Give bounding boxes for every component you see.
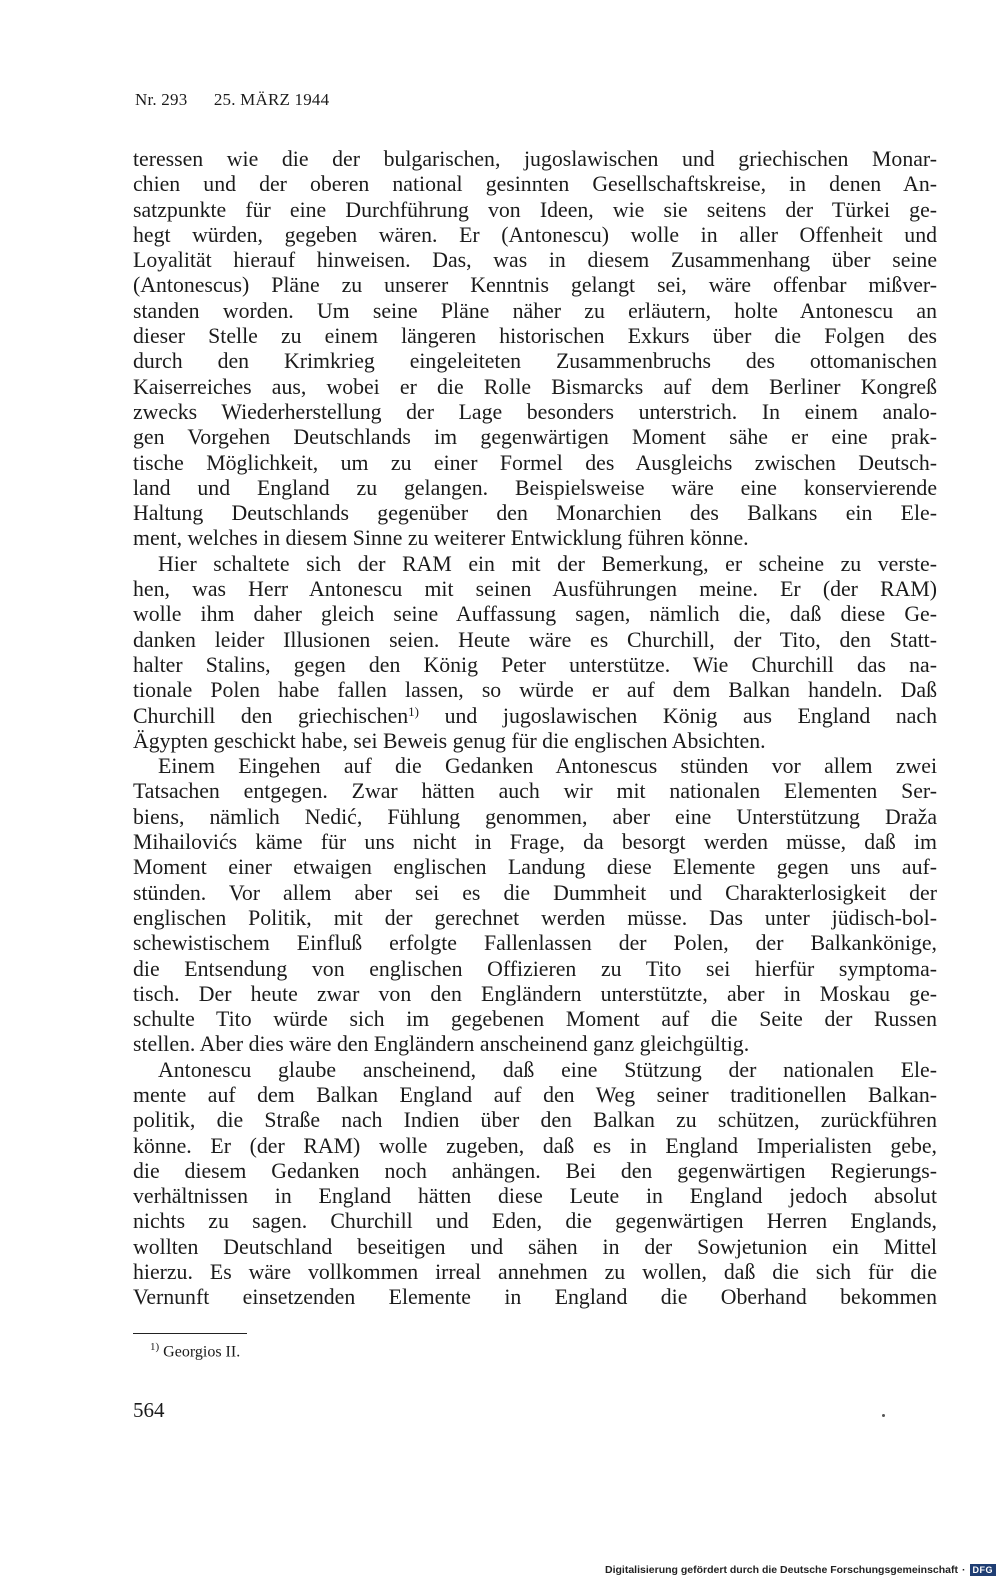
text-line: tionale Polen habe fallen lassen, so würde er auf dem Balkan handeln. Daß xyxy=(133,678,937,703)
text-line: Mihailovićs käme für uns nicht in Frage, da besorgt werden müsse, daß im xyxy=(133,830,937,855)
text-line: biens, nämlich Nedić, Fühlung genommen, aber eine Unterstützung Draža xyxy=(133,804,937,829)
footnote-marker: 1) xyxy=(150,1341,160,1353)
text-line: Vernunft einsetzenden Elemente in England die Oberhand bekommen xyxy=(133,1285,937,1310)
text-line: satzpunkte für eine Durchführung von Ideen, wie sie seitens der Türkei ge- xyxy=(133,197,937,222)
text-line: hegt würden, gegeben wären. Er (Antonescu) wolle in aller Offenheit und xyxy=(133,222,937,247)
text-line: englischen Politik, mit der gerechnet werden müsse. Das unter jüdisch-bol- xyxy=(133,905,937,930)
footnote-reference: 1) xyxy=(408,703,419,719)
text-line: die Entsendung von englischen Offizieren zu Tito sei hierfür symptoma- xyxy=(133,956,937,981)
text-line: (Antonescus) Pläne zu unserer Kenntnis gelangt sei, wäre offenbar mißver- xyxy=(133,273,937,298)
text-line: chien und der oberen national gesinnten Gesellschaftskreise, in denen An- xyxy=(133,172,937,197)
footnote xyxy=(150,1341,240,1361)
footer-credit-text: Digitalisierung gefördert durch die Deutsche Forschungsgemeinschaft xyxy=(605,1564,958,1576)
text-line: hierzu. Es wäre vollkommen irreal annehmen zu wollen, daß die sich für die xyxy=(133,1260,937,1285)
dfg-logo-icon: DFG xyxy=(970,1564,997,1576)
text-line: Hier schaltete sich der RAM ein mit der Bemerkung, er scheine zu verste- xyxy=(158,551,937,576)
text-line: schulte Tito würde sich im gegebenen Moment auf die Seite der Russen xyxy=(133,1007,937,1032)
text-line-with-footnote-ref xyxy=(133,704,937,729)
text-line: nichts zu sagen. Churchill und Eden, die gegenwärtigen Herren Englands, xyxy=(133,1209,937,1234)
text-line: Moment einer etwaigen englischen Landung diese Elemente gegen uns auf- xyxy=(133,855,937,880)
document-number: Nr. 293 xyxy=(135,90,188,109)
text-line: zwecks Wiederherstellung der Lage besonders unterstrich. In einem analo- xyxy=(133,399,937,424)
line-text-before-ref: Churchill den griechischen xyxy=(133,703,409,728)
text-line: stünden. Vor allem aber sei es die Dummheit und Charakterlosigkeit der xyxy=(133,880,937,905)
document-date: 25. MÄRZ 1944 xyxy=(213,90,330,109)
text-line: Haltung Deutschlands gegenüber den Monarchien des Balkans ein Ele- xyxy=(133,501,937,526)
running-header xyxy=(135,90,329,110)
text-line: Ägypten geschickt habe, sei Beweis genug für die englischen Absichten. xyxy=(133,728,766,753)
digitization-footer xyxy=(605,1564,996,1576)
text-line: politik, die Straße nach Indien über den Balkan zu schützen, zurückführen xyxy=(133,1108,937,1133)
text-line: tische Möglichkeit, um zu einer Formel des Ausgleichs zwischen Deutsch- xyxy=(133,450,937,475)
text-line: hen, was Herr Antonescu mit seinen Ausführungen meine. Er (der RAM) xyxy=(133,577,937,602)
text-line: Tatsachen entgegen. Zwar hätten auch wir mit nationalen Elementen Ser- xyxy=(133,779,937,804)
text-line: stellen. Aber dies wäre den Engländern anscheinend ganz gleichgültig. xyxy=(133,1032,750,1057)
footnote-text: Georgios II. xyxy=(163,1343,241,1361)
text-line: könne. Er (der RAM) wolle zugeben, daß es in England Imperialisten gebe, xyxy=(133,1133,937,1158)
text-line: halter Stalins, gegen den König Peter unterstütze. Wie Churchill das na- xyxy=(133,652,937,677)
text-line: Einem Eingehen auf die Gedanken Antonescus stünden vor allem zwei xyxy=(158,754,937,779)
text-line: mente auf dem Balkan England auf den Weg seiner traditionellen Balkan- xyxy=(133,1082,937,1107)
text-line: land und England zu gelangen. Beispielsweise wäre eine konservierende xyxy=(133,475,937,500)
footnote-divider xyxy=(133,1333,247,1334)
page-number: 564 xyxy=(133,1398,165,1422)
text-line: Loyalität hierauf hinweisen. Das, was in diesem Zusammenhang über seine xyxy=(133,248,937,273)
line-text-after-ref: und jugoslawischen König aus England nach xyxy=(419,703,937,728)
body-text xyxy=(133,147,937,1311)
text-line: die diesem Gedanken noch anhängen. Bei den gegenwärtigen Regierungs- xyxy=(133,1158,937,1183)
print-speck xyxy=(882,1414,885,1417)
text-line: standen worden. Um seine Pläne näher zu erläutern, holte Antonescu an xyxy=(133,298,937,323)
text-line: wolle ihm daher gleich seine Auffassung sagen, nämlich die, daß diese Ge- xyxy=(133,602,937,627)
text-line: schewistischem Einfluß erfolgte Fallenlassen der Polen, der Balkankönige, xyxy=(133,931,937,956)
text-line: durch den Krimkrieg eingeleiteten Zusammenbruchs des ottomanischen xyxy=(133,349,937,374)
footer-separator: · xyxy=(962,1564,966,1576)
text-line: gen Vorgehen Deutschlands im gegenwärtigen Moment sähe er eine prak- xyxy=(133,425,937,450)
text-line: wollten Deutschland beseitigen und sähen in der Sowjetunion ein Mittel xyxy=(133,1234,937,1259)
text-line: verhältnissen in England hätten diese Leute in England jedoch absolut xyxy=(133,1184,937,1209)
text-line: Kaiserreiches aus, wobei er die Rolle Bismarcks auf dem Berliner Kongreß xyxy=(133,374,937,399)
text-line: tisch. Der heute zwar von den Engländern unterstützte, aber in Moskau ge- xyxy=(133,981,937,1006)
text-line: teressen wie die der bulgarischen, jugoslawischen und griechischen Monar- xyxy=(133,147,937,171)
text-line: danken leider Illusionen seien. Heute wäre es Churchill, der Tito, den Statt- xyxy=(133,627,937,652)
text-line: Antonescu glaube anscheinend, daß eine Stützung der nationalen Ele- xyxy=(158,1057,937,1082)
text-line: ment, welches in diesem Sinne zu weiterer Entwicklung führen könne. xyxy=(133,526,749,551)
text-line: dieser Stelle zu einem längeren historischen Exkurs über die Folgen des xyxy=(133,324,937,349)
